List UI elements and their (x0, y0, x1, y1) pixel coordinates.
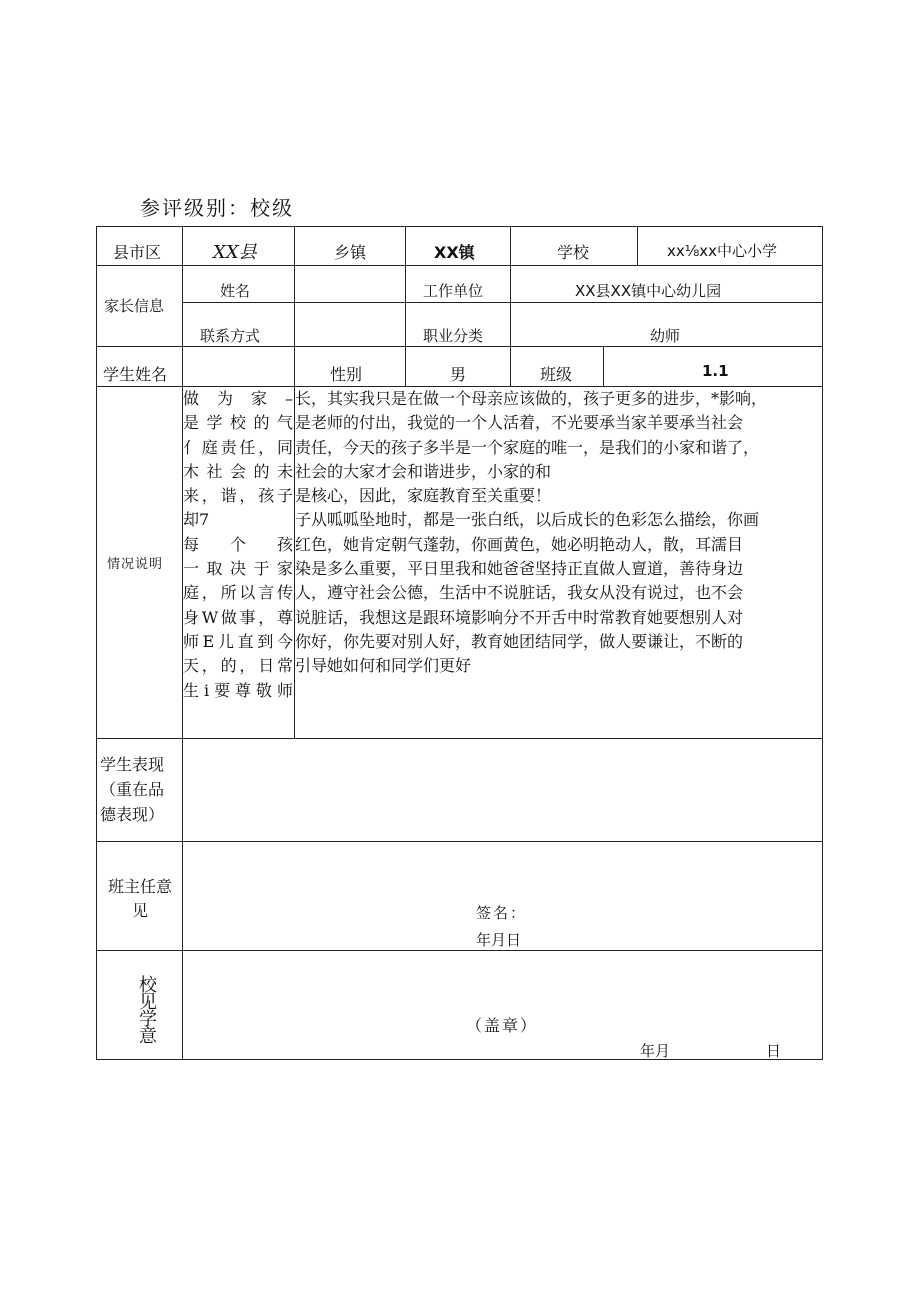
situation-left-line: 木社会的未 (183, 461, 293, 481)
performance-content-area[interactable] (186, 742, 818, 838)
column-divider (405, 346, 406, 387)
situation-right-line: 你好，你先要对别人好，教育她团结同学，做人要谦让，不断的 (295, 631, 744, 651)
situation-right-line: 说脏话，我想这是跟环境影响分不开舌中时常教育她要想别人对 (295, 607, 744, 627)
teacher-opinion-label (105, 875, 175, 923)
situation-left-line: 亻庭责任，同 (183, 437, 293, 457)
situation-left-column (183, 387, 293, 703)
situation-right-column (295, 387, 822, 679)
class-label: 班级 (540, 365, 573, 384)
row-divider (96, 738, 823, 739)
student-name-label: 学生姓名 (103, 365, 168, 384)
situation-right-line: 染是多么重要，平日里我和她爸爸坚持正直做人亶道，善待身边 (295, 559, 744, 579)
school-opinion-char: 校 (139, 975, 157, 996)
column-divider (510, 226, 511, 266)
evaluation-level: 参评级别：校级 (140, 196, 294, 220)
table-border-top (96, 226, 823, 227)
situation-right-line: 引导她如何和同学们更好 (295, 656, 472, 676)
school-label: 学校 (557, 243, 590, 262)
situation-left-line: 来，谐，孩子 (183, 486, 293, 506)
row-divider (96, 841, 823, 842)
column-divider (603, 346, 604, 387)
column-divider (405, 265, 406, 347)
situation-right-line: 红色，她肯定朝气蓬勃，你画黄色，她必明艳动人，散，耳濡目 (295, 534, 744, 554)
school-opinion-char: 意 (139, 1026, 157, 1047)
row-divider (96, 265, 823, 266)
teacher-opinion-label-line: 见 (131, 901, 148, 920)
signature-label: 签名： (476, 904, 528, 922)
situation-left-line: 天，的，日常 (183, 656, 293, 676)
performance-label-line: （重在品 (100, 780, 165, 799)
parent-info-label: 家长信息 (104, 297, 165, 315)
column-divider (637, 226, 638, 266)
situation-right-line: 长，其实我只是在做一个母亲应该做的，孩子更多的进步，*影响， (295, 389, 768, 408)
situation-left-line: 每个孩 (183, 534, 293, 554)
row-divider (96, 950, 823, 951)
situation-right-line: 是老师的付出，我觉的一个人活着，不光要承当家羊要承当社会 (295, 413, 744, 433)
occupation-value: 幼师 (650, 327, 681, 345)
table-border-left (96, 226, 97, 1060)
situation-right-line: 是核心，因此，家庭教育至关重要！ (295, 486, 552, 506)
school-opinion-char: 见 (139, 992, 157, 1013)
teacher-opinion-label-line: 班主任意 (107, 877, 172, 896)
situation-left-line: 生i要尊敬师 (183, 680, 293, 700)
parent-name-label: 姓名 (220, 282, 251, 300)
work-unit-value: XX县XX镇中心幼儿园 (575, 282, 722, 300)
school-day-label: 日 (766, 1042, 782, 1060)
class-value: 1.1 (702, 362, 729, 380)
column-divider (405, 226, 406, 266)
school-opinion-label (139, 977, 157, 1045)
town-label: 乡镇 (334, 243, 367, 262)
school-value: xx⅛xx中心小学 (667, 242, 778, 260)
performance-label (100, 752, 164, 827)
situation-right-line: 社会的大家才会和谐进步，小家的和 (295, 461, 552, 481)
teacher-date-label: 年月日 (476, 931, 522, 949)
work-unit-label: 工作单位 (423, 282, 484, 300)
school-opinion-char: 学 (139, 1009, 157, 1030)
town-value: XX镇 (434, 243, 475, 262)
performance-label-line: 学生表现 (100, 755, 165, 774)
row-divider (96, 346, 823, 347)
table-border-right (822, 226, 823, 1060)
school-year-month-label: 年月 (640, 1042, 671, 1060)
contact-label: 联系方式 (200, 327, 261, 345)
county-label: 县市区 (113, 243, 162, 262)
row-divider (183, 302, 823, 303)
situation-left-line: 却7 (183, 510, 210, 530)
situation-label: 情况说明 (107, 557, 164, 572)
column-divider (510, 265, 511, 347)
gender-value: 男 (450, 365, 467, 384)
situation-left-line: 一取决于家 (183, 559, 293, 579)
situation-left-line: 做为家– (183, 389, 293, 408)
situation-left-line: 庭，所以言传 (183, 583, 293, 603)
table-border-bottom (96, 1059, 823, 1060)
county-value: XX县 (213, 242, 257, 263)
situation-right-line: 子从呱呱坠地时，都是一张白纸，以后成长的色彩怎么描绘，你画 (295, 510, 760, 530)
column-divider (510, 346, 511, 387)
performance-label-line: 德表现） (100, 805, 165, 824)
situation-left-line: 身W做事，尊 (183, 607, 293, 627)
situation-left-line: 师E儿直到今 (183, 631, 293, 651)
occupation-label: 职业分类 (423, 327, 484, 345)
situation-left-line: 是学校的气 (183, 413, 293, 433)
situation-right-line: 人，遵守社会公德，生活中不说脏话，我女从没有说过，也不会 (295, 583, 744, 603)
situation-right-line: 责任，今天的孩子多半是一个家庭的唯一，是我们的小家和谐了， (295, 437, 760, 457)
gender-label: 性别 (330, 365, 363, 384)
stamp-label: （盖章） (466, 1016, 539, 1035)
